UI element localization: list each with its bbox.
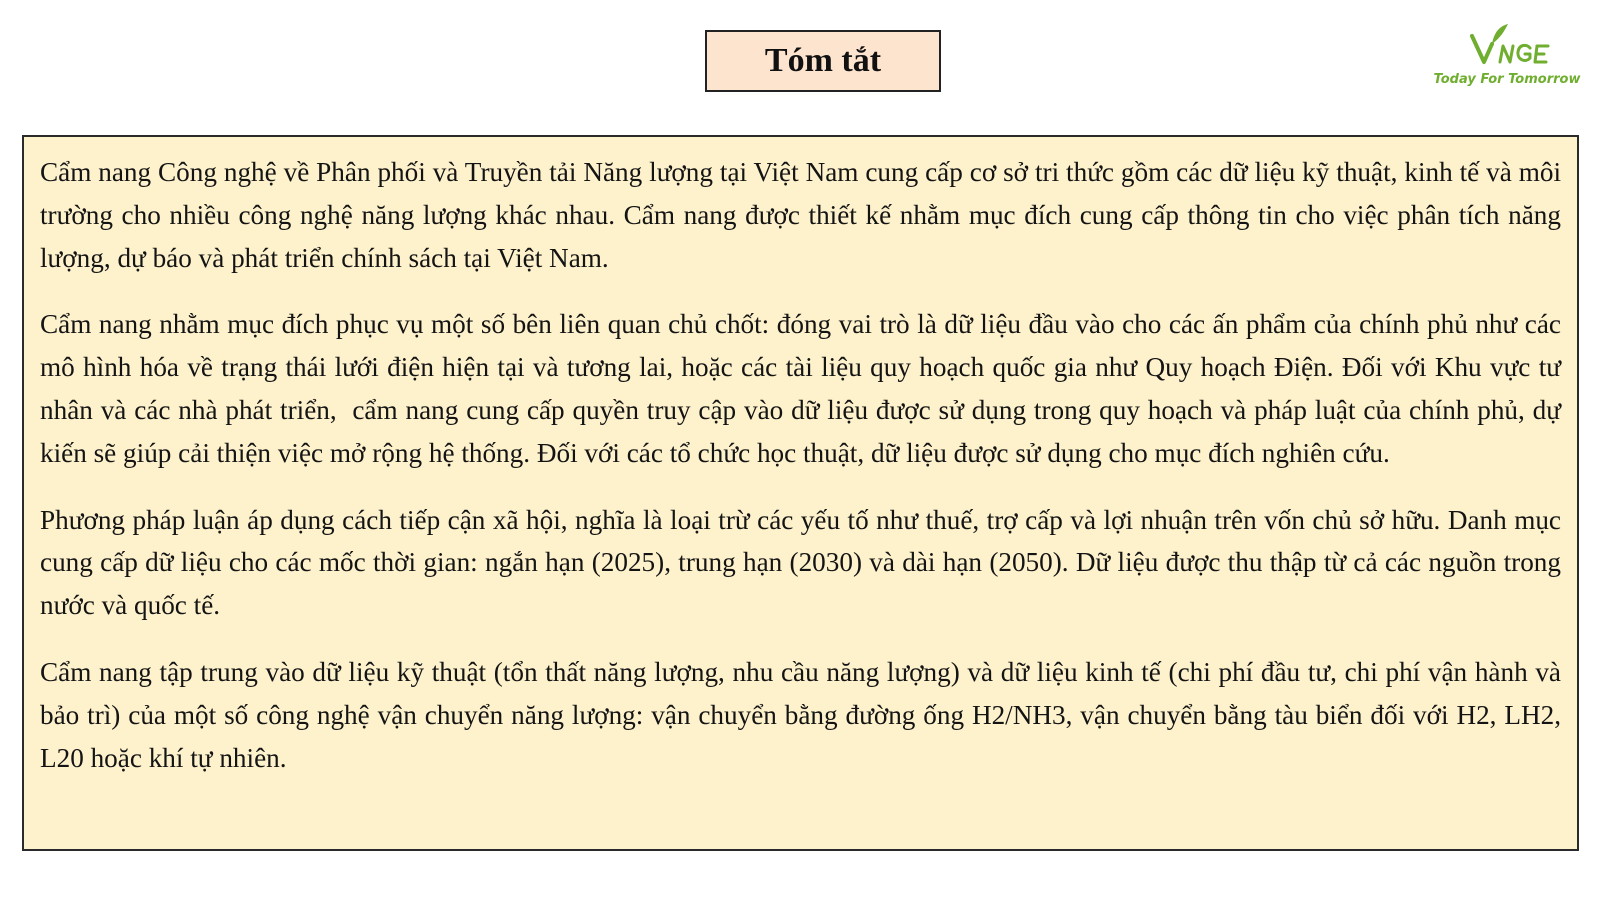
paragraph-intro: Cẩm nang Công nghệ về Phân phối và Truyền tải Năng lượng tại Việt Nam cung cấp cơ sở tri thức gồm các dữ liệu kỹ thuật, kinh tế và môi trường cho nhiều công nghệ năng lượng khác nhau. Cẩm nang được thiết kế nhằm mục đích cung cấp thông tin cho việc phân tích năng lượng, dự báo và phát triển chính sách tại Việt Nam. <box>40 157 1568 273</box>
paragraph-focus: Cẩm nang tập trung vào dữ liệu kỹ thuật (tổn thất năng lượng, nhu cầu năng lượng) và dữ liệu kinh tế (chi phí đầu tư, chi phí vận hành và bảo trì) của một số công nghệ vận chuyển năng lượng: vận chuyển bằng đường ống H2/NH3, vận chuyển bằng tàu biển đối với H2, LH2, L20 hoặc khí tự nhiên. <box>40 656 1568 773</box>
summary-content-box <box>22 135 1579 851</box>
logo-tagline: Today For Tomorrow <box>1433 72 1581 87</box>
title-box <box>705 30 941 92</box>
paragraph-methodology: Phương pháp luận áp dụng cách tiếp cận xã hội, nghĩa là loại trừ các yếu tố như thuế, trợ cấp và lợi nhuận trên vốn chủ sở hữu. Danh mục cung cấp dữ liệu cho các mốc thời gian: ngắn hạn (2025), trung hạn (2030) và dài hạn (2050). Dữ liệu được thu thập từ cả các nguồn trong nước và quốc tế. <box>40 504 1568 621</box>
slide-title: Tóm tắt <box>764 42 882 79</box>
paragraph-stakeholders: Cẩm nang nhằm mục đích phục vụ một số bên liên quan chủ chốt: đóng vai trò là dữ liệu đầu vào cho các ấn phẩm của chính phủ như các mô hình hóa về trạng thái lưới điện hiện tại và tương lai, hoặc các tài liệu quy hoạch quốc gia như Quy hoạch Điện. Đối với Khu vực tư nhân và các nhà phát triển, cẩm nang cung cấp quyền truy cập vào dữ liệu được sử dụng trong quy hoạch và pháp luật của chính phủ, dự kiến sẽ giúp cải thiện việc mở rộng hệ thống. Đối với các tổ chức học thuật, dữ liệu được sử dụng cho mục đích nghiên cứu. <box>40 309 1568 468</box>
vnge-logo <box>1432 22 1582 94</box>
vnge-logo-mark <box>1470 22 1554 66</box>
